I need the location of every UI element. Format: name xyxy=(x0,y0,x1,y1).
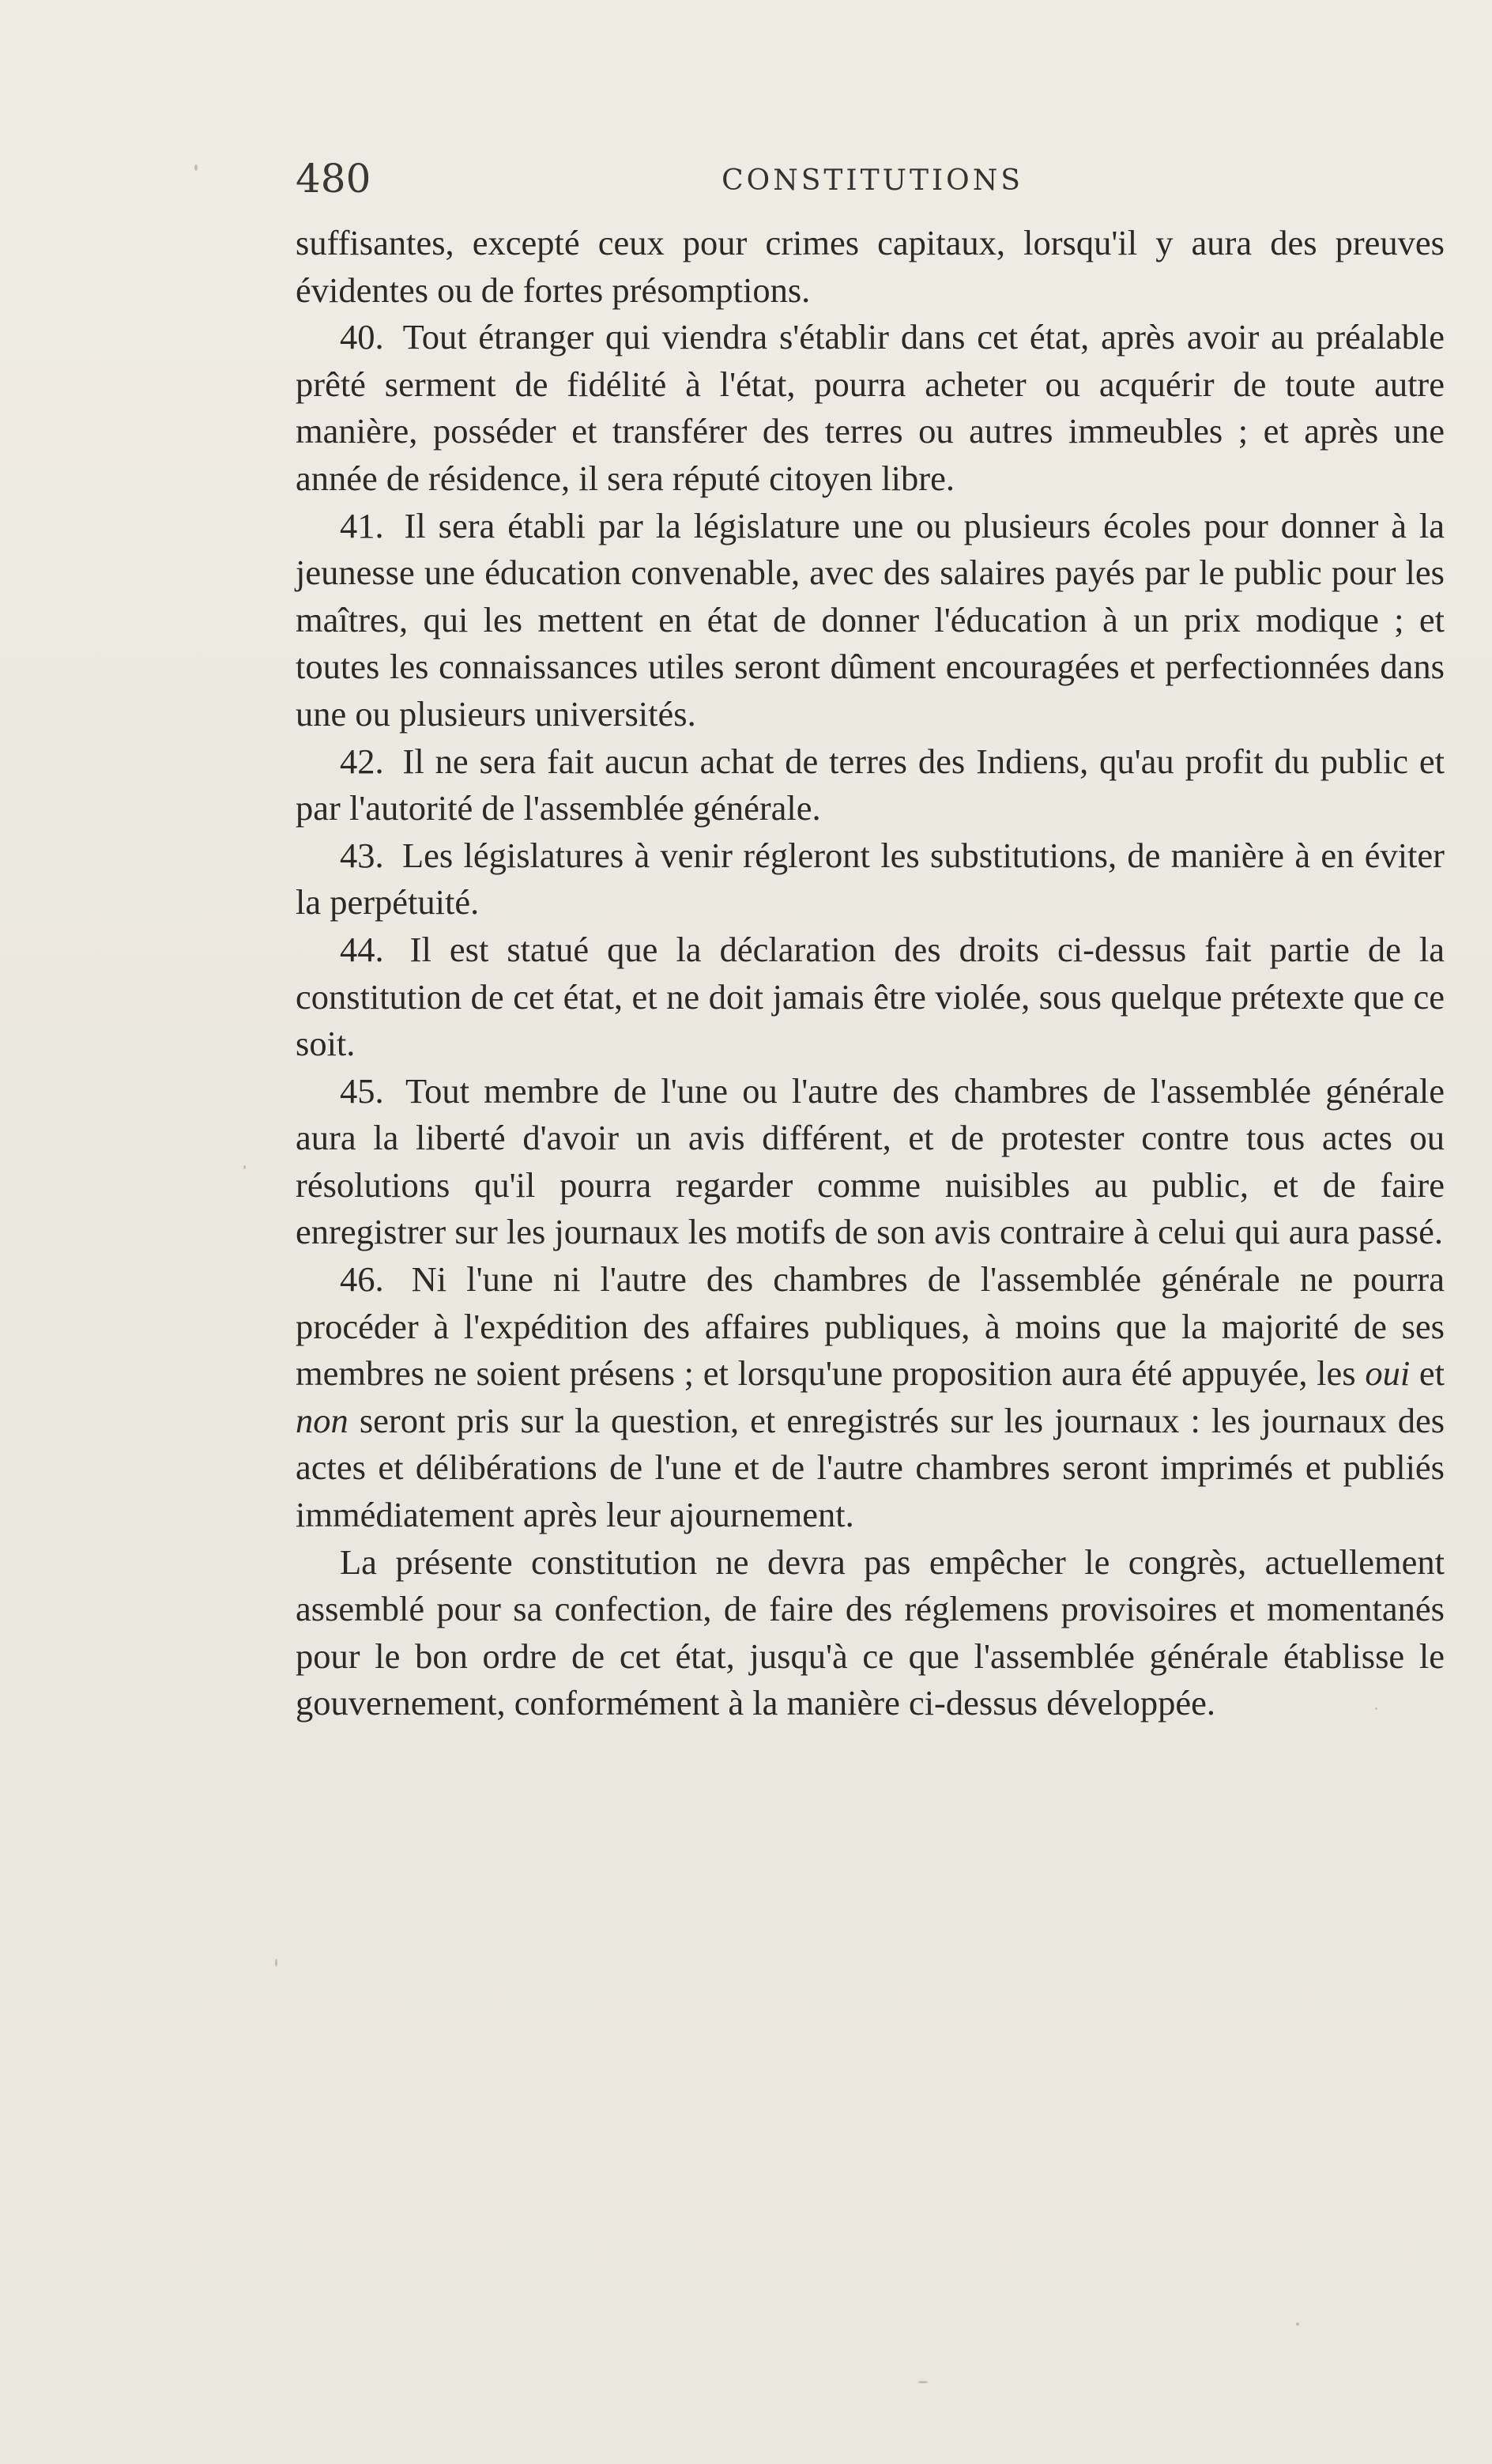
paragraph-text: Tout étranger qui viendra s'établir dans cet état, après avoir au préalable prêté serment de fidélité à l'état, pourra acheter ou acquérir de toute autre manière, posséder et transférer des terres ou autres immeubles ; et après une année de résidence, il sera réputé citoyen libre. xyxy=(296,317,1445,498)
paragraph-text: seront pris sur la question, et enregistrés sur les journaux : les journaux des actes et délibérations de l'une et de l'autre chambres seront imprimés et publiés immédiatement après leur ajournement. xyxy=(296,1400,1445,1535)
italic-word-non: non xyxy=(296,1400,349,1440)
article-43 xyxy=(296,832,1445,926)
article-number: 41. xyxy=(340,505,384,545)
paragraph-text: Tout membre de l'une ou l'autre des chambres de l'assemblée générale aura la liberté d'avoir un avis différent, et de protester contre tous actes ou résolutions qu'il pourra regarder comme nuisibles au public, et de faire enregistrer sur les journaux les motifs de son avis contraire à celui qui aura passé. xyxy=(296,1070,1445,1252)
paragraph-text: La présente constitution ne devra pas empêcher le congrès, actuellement assemblé pour sa confection, de faire des réglemens provisoires et momentanés pour le bon ordre de cet état, jusqu'à ce que l'assemblée générale établisse le gouvernement, conformément à la manière ci-dessus développée. xyxy=(296,1541,1445,1723)
paper-speck xyxy=(1375,1707,1377,1710)
article-number: 42. xyxy=(340,741,384,781)
paragraph-text: et xyxy=(1419,1353,1445,1394)
article-41 xyxy=(296,503,1445,738)
paper-speck xyxy=(275,1959,277,1967)
page-header xyxy=(296,155,1449,210)
article-number: 43. xyxy=(340,835,384,875)
article-number: 45. xyxy=(340,1070,384,1111)
italic-word-oui: oui xyxy=(1365,1353,1411,1394)
body-text xyxy=(296,220,1445,1727)
paragraph-text: suffisantes, excepté ceux pour crimes capitaux, lorsqu'il y aura des preuves évidentes ou de fortes présomptions. xyxy=(296,223,1445,310)
paper-speck xyxy=(918,2381,928,2383)
article-number: 46. xyxy=(340,1259,384,1300)
paper-speck xyxy=(194,164,198,171)
article-46 xyxy=(296,1256,1445,1539)
paragraph-continuation xyxy=(296,220,1445,314)
paragraph-text: Il ne sera fait aucun achat de terres des Indiens, qu'au profit du public et par l'autorité de l'assemblée générale. xyxy=(296,741,1445,828)
paper-speck xyxy=(243,1165,246,1169)
paragraph-text: Il sera établi par la législature une ou plusieurs écoles pour donner à la jeunesse une éducation convenable, avec des salaires payés par le public pour les maîtres, qui les mettent en état de donner l'éducation à un prix modique ; et toutes les connaissances utiles seront dûment encouragées et perfectionnées dans une ou plusieurs universités. xyxy=(296,505,1445,734)
paragraph-text: Ni l'une ni l'autre des chambres de l'assemblée générale ne pourra procéder à l'expédition des affaires publiques, à moins que la majorité de ses membres ne soient présens ; et lorsqu'une proposition aura été appuyée, les xyxy=(296,1259,1445,1394)
paper-speck xyxy=(1296,2322,1299,2326)
article-number: 40. xyxy=(340,317,384,357)
running-head: CONSTITUTIONS xyxy=(722,164,1023,197)
page-number: 480 xyxy=(296,156,371,202)
article-40 xyxy=(296,314,1445,502)
paragraph-text: Il est statué que la déclaration des droits ci-dessus fait partie de la constitution de cet état, et ne doit jamais être violée, sous quelque prétexte que ce soit. xyxy=(296,929,1445,1064)
article-42 xyxy=(296,738,1445,832)
article-45 xyxy=(296,1068,1445,1256)
article-44 xyxy=(296,926,1445,1068)
article-number: 44. xyxy=(340,929,384,969)
paragraph-text: Les législatures à venir régleront les substitutions, de manière à en éviter la perpétuité. xyxy=(296,835,1445,923)
closing-paragraph xyxy=(296,1539,1445,1727)
